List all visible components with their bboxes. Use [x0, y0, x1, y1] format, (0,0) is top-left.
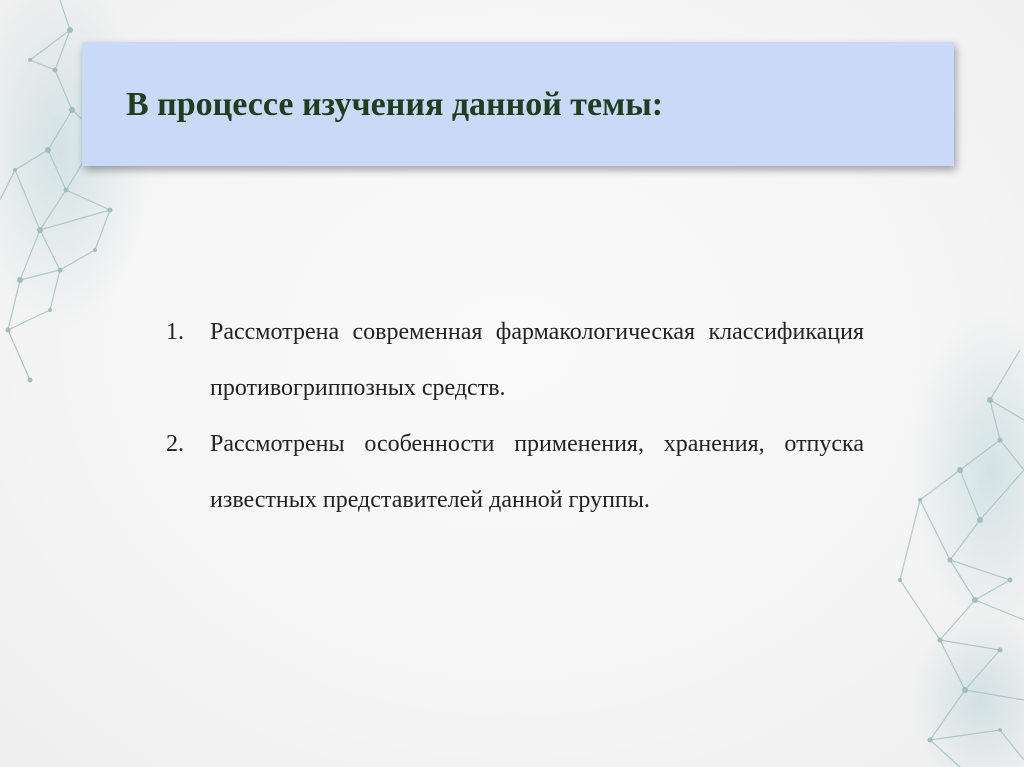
- list-item-number: 2.: [166, 431, 184, 457]
- list-item-number: 1.: [166, 319, 184, 345]
- summary-list: [166, 304, 864, 528]
- slide-title: В процессе изучения данной темы:: [126, 86, 664, 123]
- list-item: [166, 416, 864, 528]
- list-item-text: Рассмотрены особенности применения, хранения, отпуска известных представителей данной группы.: [210, 431, 864, 513]
- list-item-text: Рассмотрена современная фармакологическая классификация противогриппозных средств.: [210, 319, 864, 401]
- list-item: [166, 304, 864, 416]
